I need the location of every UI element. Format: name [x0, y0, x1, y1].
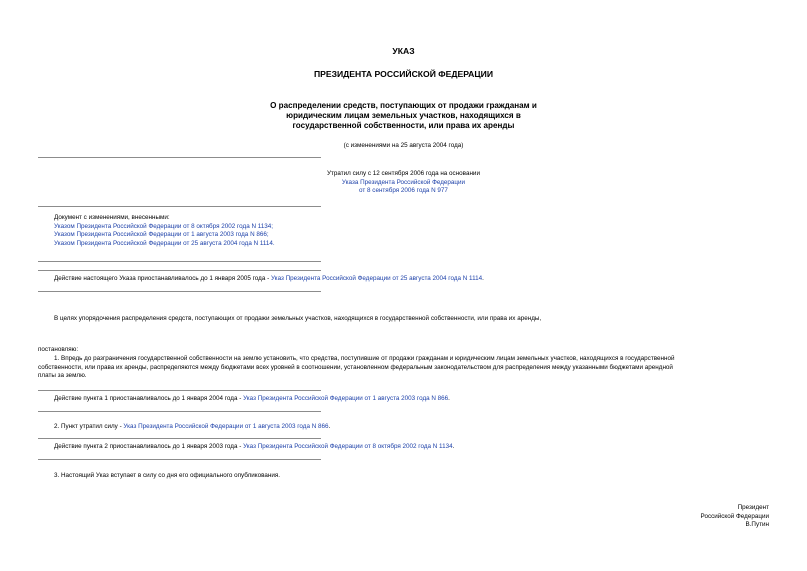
note-point-1: [54, 395, 450, 404]
subject-line-2: юридическим лицам земельных участков, находящихся в: [286, 110, 521, 120]
signature-name: В.Путин: [745, 521, 769, 529]
amendment-link[interactable]: Указом Президента Российской Федерации от 25 августа 2004 года N 1114.: [54, 239, 275, 247]
note-point-2: [54, 443, 454, 452]
point-2-text: 2. Пункт утратил силу -: [54, 423, 124, 430]
point-1-line: 1. Впредь до разграничения государственной собственности на землю установить, что средства, поступившие от продажи гражданам и юридическим лицам земельных участков, находящихся в государственной: [54, 355, 675, 362]
note-point-2-end: .: [452, 443, 455, 450]
divider: [38, 157, 321, 158]
signature: [701, 504, 769, 530]
president-title: ПРЕЗИДЕНТА РОССИЙСКОЙ ФЕДЕРАЦИИ: [313, 69, 494, 79]
note-point-2-link[interactable]: Указ Президента Российской Федерации от 8 октября 2002 года N 1134: [243, 443, 453, 450]
point-3: 3. Настоящий Указ вступает в силу со дня его официального опубликования.: [54, 472, 281, 479]
suspension-link[interactable]: Указ Президента Российской Федерации от 25 августа 2004 года N 1114: [270, 275, 483, 282]
point-2: [54, 423, 330, 432]
point-1: [38, 355, 773, 381]
subject-line-1: О распределении средств, поступающих от продажи гражданам и: [270, 101, 537, 110]
subject-line-3: государственной собственности, или права их аренды: [292, 120, 515, 130]
suspension-note: [54, 275, 484, 284]
note-point-1-end: .: [448, 395, 450, 402]
divider: [38, 390, 321, 391]
preamble: В целях упорядочения распределения средств, поступающих от продажи земельных участков, находящихся в государственной собственности, или права их аренды,: [54, 315, 542, 322]
lost-force-text: Утратил силу с 12 сентября 2006 года на основании: [327, 170, 480, 177]
amendments-block: [54, 214, 275, 248]
point-2-link[interactable]: Указ Президента Российской Федерации от 1 августа 2003 года N 866: [123, 423, 329, 430]
lost-force-block: [0, 170, 807, 196]
amendments-note: (с изменениями на 25 августа 2004 года): [343, 142, 464, 149]
decrees-word: постановляю:: [38, 346, 79, 353]
subject-title: [0, 101, 807, 130]
decree-title: УКАЗ: [392, 46, 415, 56]
amendments-intro: Документ с изменениями, внесенными:: [54, 214, 170, 221]
point-1-line: платы за землю.: [38, 372, 87, 380]
divider: [38, 261, 321, 262]
divider: [38, 459, 321, 460]
suspension-text: Действие настоящего Указа приостанавливалось до 1 января 2005 года -: [54, 275, 271, 282]
signature-line: Президент: [737, 504, 769, 511]
note-point-1-text: Действие пункта 1 приостанавливалось до 1 января 2004 года -: [54, 395, 244, 402]
lost-force-link-line2[interactable]: от 8 сентября 2006 года N 977: [359, 187, 448, 195]
lost-force-link-line1[interactable]: Указа Президента Российской Федерации: [341, 178, 466, 186]
divider: [38, 438, 321, 439]
note-point-1-link[interactable]: Указ Президента Российской Федерации от 1 августа 2003 года N 866: [243, 395, 449, 402]
amendment-link[interactable]: Указом Президента Российской Федерации от 8 октября 2002 года N 1134;: [54, 222, 274, 230]
note-point-2-text: Действие пункта 2 приостанавливалось до 1 января 2003 года -: [54, 443, 244, 450]
divider: [38, 291, 321, 292]
point-2-end: .: [328, 423, 331, 430]
signature-line: Российской Федерации: [700, 512, 769, 520]
amendment-link[interactable]: Указом Президента Российской Федерации от 1 августа 2003 года N 866;: [54, 231, 269, 239]
divider: [38, 411, 321, 412]
suspension-end: .: [482, 275, 484, 282]
point-1-line: собственности, или права их аренды, распределяются между бюджетами всех уровней в соотношении, установленном федеральным законодательством для распределения между указанными бюджетами арендной: [38, 363, 673, 371]
divider: [38, 206, 321, 207]
divider: [38, 270, 321, 271]
